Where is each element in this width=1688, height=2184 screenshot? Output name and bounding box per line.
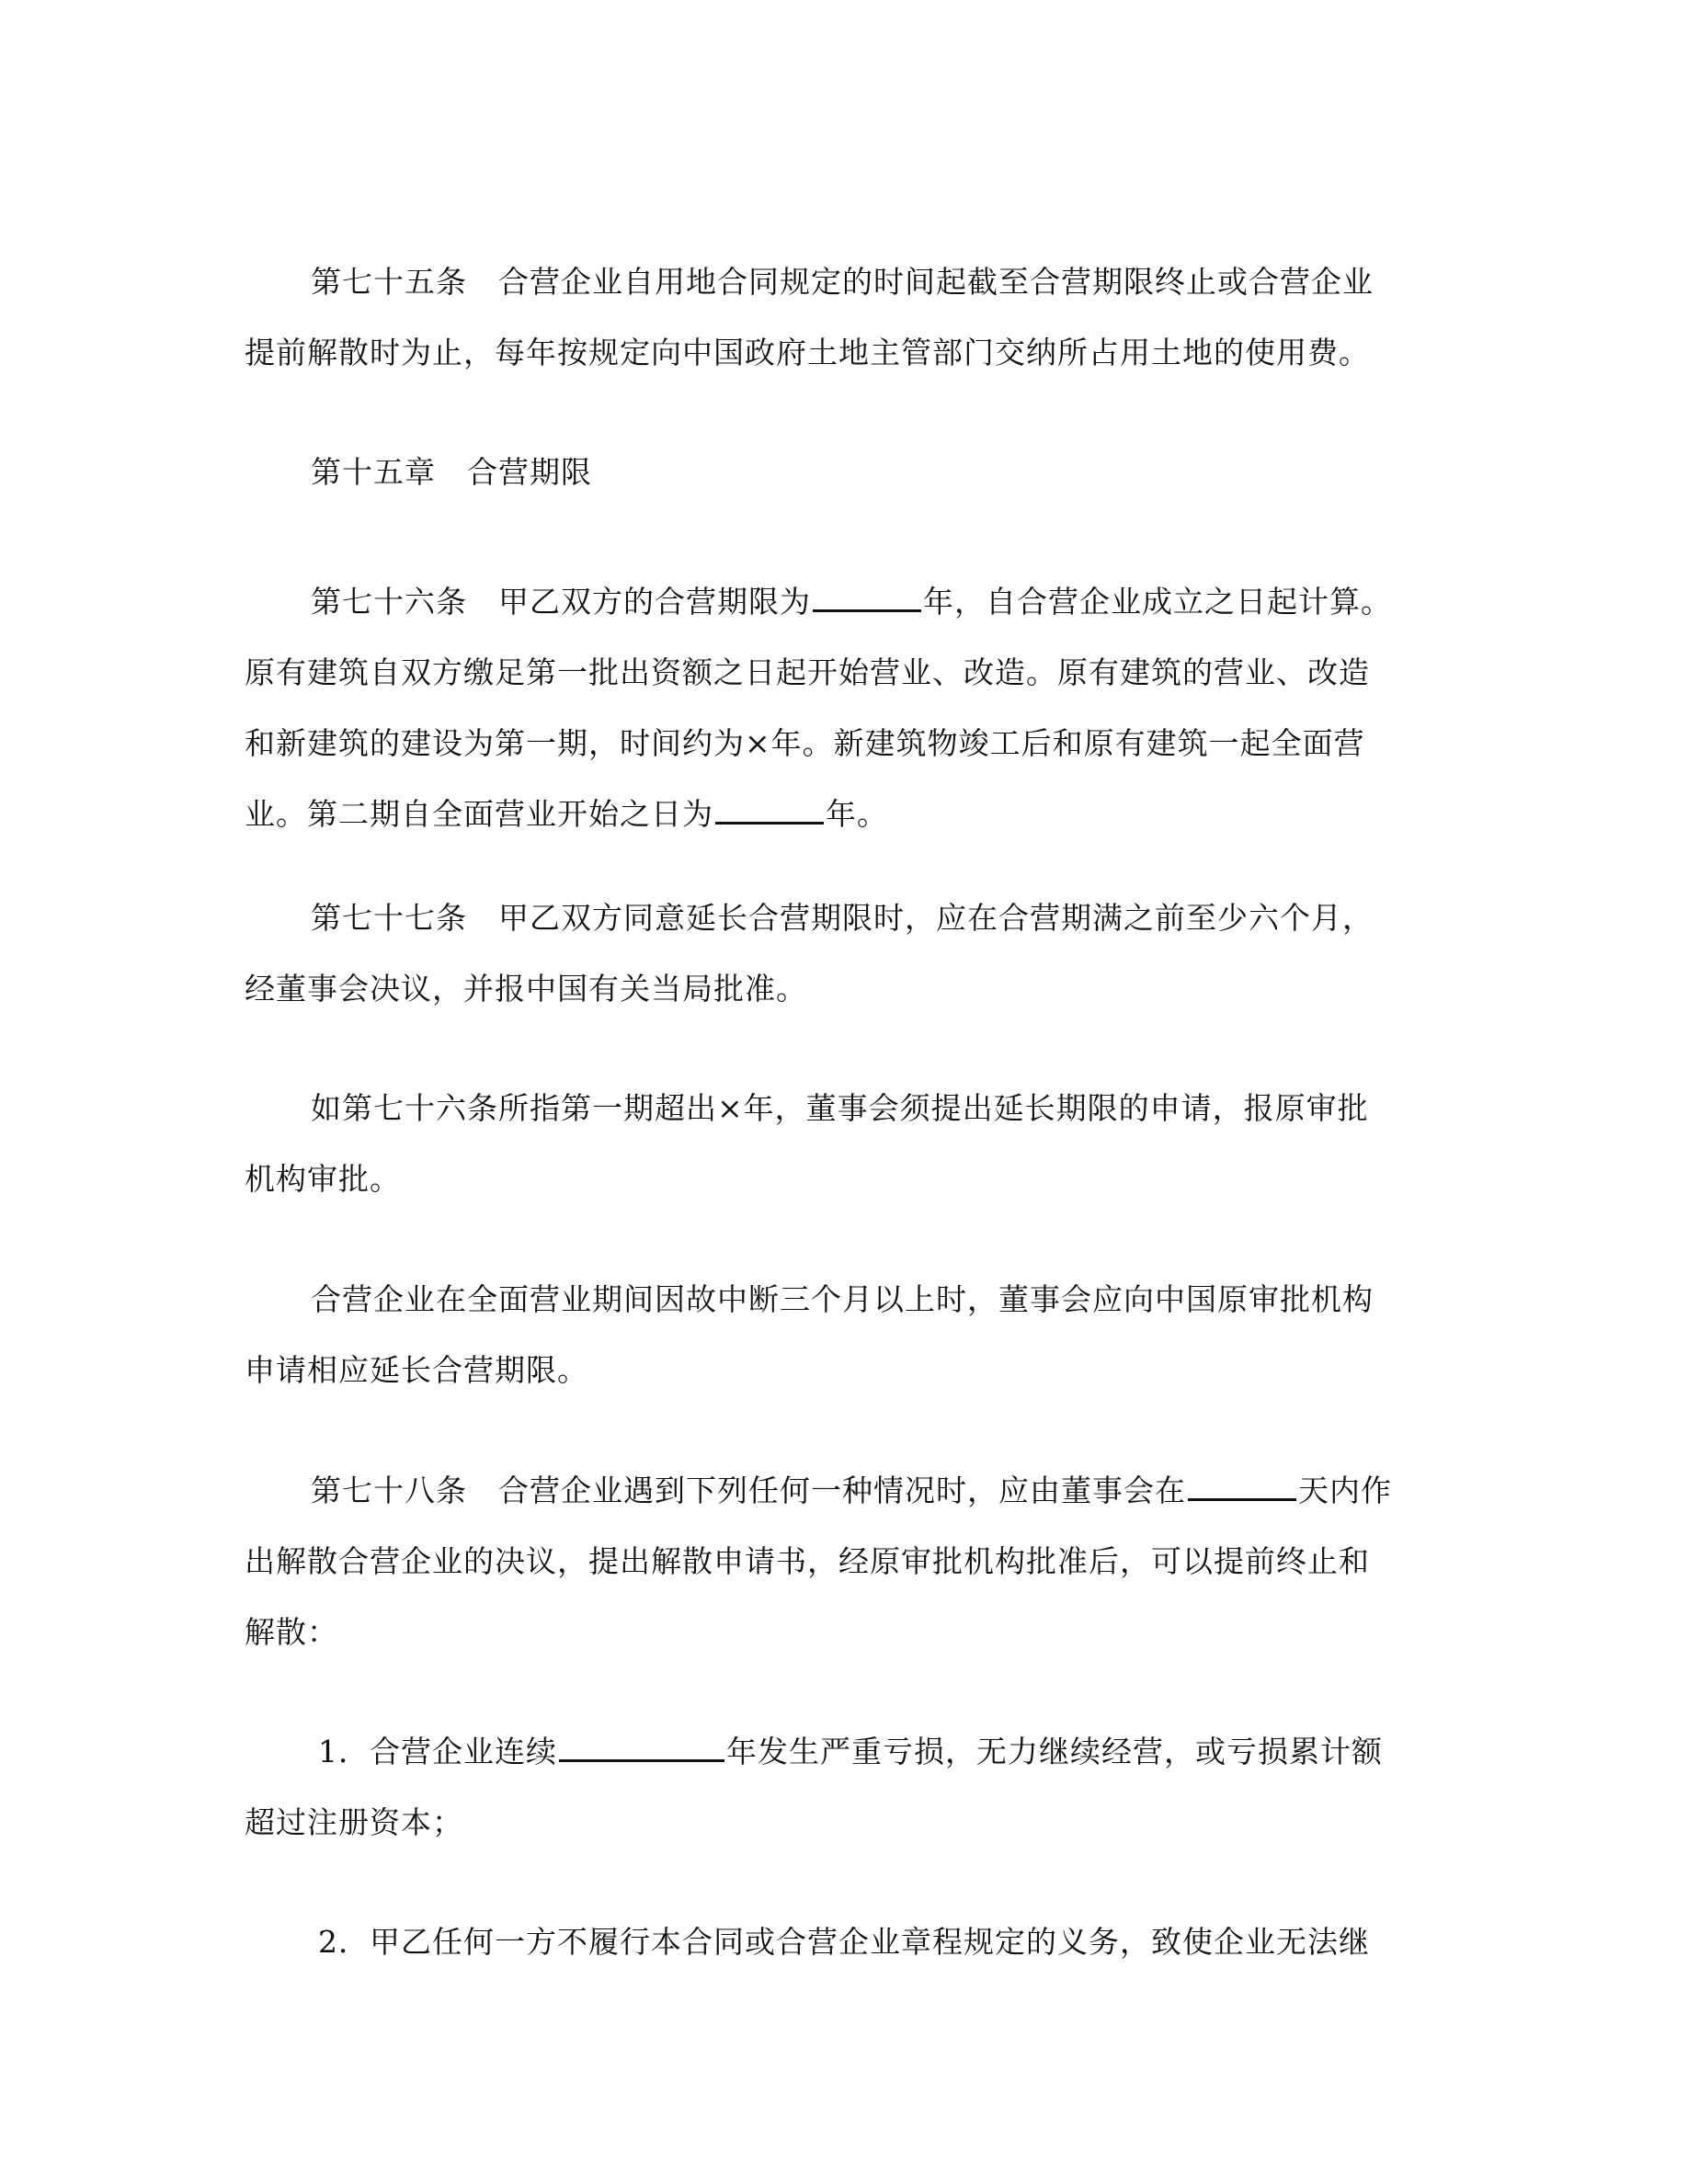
list-item-1-line-2: 超过注册资本； (245, 1804, 463, 1840)
article-75-line-1: 第七十五条 合营企业自用地合同规定的时间起截至合营期限终止或合营企业 (311, 264, 1374, 300)
article-76-line-1-start: 第七十六条 甲乙双方的合营期限为 (311, 584, 811, 620)
phase-two-years-blank (715, 794, 824, 825)
article-77-line-2: 经董事会决议，并报中国有关当局批准。 (245, 971, 807, 1007)
days-blank (1188, 1471, 1296, 1501)
article-78-line-1-start: 第七十八条 合营企业遇到下列任何一种情况时，应由董事会在 (311, 1473, 1186, 1508)
article-78 (245, 1455, 1440, 1667)
article-76-line-4-start: 业。第二期自全面营业开始之日为 (245, 796, 713, 832)
article-76-line-4-end: 年。 (826, 796, 888, 832)
list-item-2-line-1: 2．甲乙任何一方不履行本合同或合营企业章程规定的义务，致使企业无法继 (318, 1924, 1370, 1960)
article-76 (245, 566, 1440, 849)
loss-years-blank (559, 1732, 724, 1762)
interruption-paragraph-line-1: 合营企业在全面营业期间因故中断三个月以上时，董事会应向中国原审批机构 (311, 1281, 1374, 1317)
list-item-2 (245, 1906, 1440, 1977)
list-item-1-line-1-start: 1．合营企业连续 (318, 1734, 557, 1769)
interruption-paragraph-line-2: 申请相应延长合营期限。 (245, 1352, 588, 1388)
term-years-blank (813, 582, 921, 612)
extension-paragraph-line-2: 机构审批。 (245, 1161, 401, 1197)
article-75-line-2: 提前解散时为止，每年按规定向中国政府土地主管部门交纳所占用土地的使用费。 (245, 335, 1370, 370)
extension-paragraph (245, 1073, 1440, 1214)
interruption-paragraph (245, 1264, 1440, 1405)
article-76-line-4 (245, 779, 1440, 849)
list-item-1-line-1 (245, 1716, 1440, 1787)
article-76-line-1-end: 年，自合营企业成立之日起计算。 (923, 584, 1392, 620)
chapter-15-title: 第十五章 合营期限 (311, 454, 592, 490)
list-item-1 (245, 1716, 1440, 1858)
chapter-15-heading (245, 437, 1440, 507)
article-78-line-1-end: 天内作 (1298, 1473, 1392, 1508)
article-77-line-1: 第七十七条 甲乙双方同意延长合营期限时，应在合营期满之前至少六个月， (311, 900, 1374, 936)
article-78-line-3: 解散： (245, 1614, 338, 1650)
article-75 (245, 246, 1440, 388)
article-76-line-2: 原有建筑自双方缴足第一批出资额之日起开始营业、改造。原有建筑的营业、改造 (245, 654, 1370, 690)
article-77 (245, 882, 1440, 1024)
extension-paragraph-line-1: 如第七十六条所指第一期超出×年，董事会须提出延长期限的申请，报原审批 (311, 1090, 1369, 1126)
article-78-line-2: 出解散合营企业的决议，提出解散申请书，经原审批机构批准后，可以提前终止和 (245, 1543, 1370, 1579)
list-item-1-line-1-end: 年发生严重亏损，无力继续经营，或亏损累计额 (726, 1734, 1383, 1769)
article-76-line-3: 和新建筑的建设为第一期，时间约为×年。新建筑物竣工后和原有建筑一起全面营 (245, 725, 1365, 761)
article-76-line-1 (245, 566, 1440, 637)
article-78-line-1 (245, 1455, 1440, 1526)
